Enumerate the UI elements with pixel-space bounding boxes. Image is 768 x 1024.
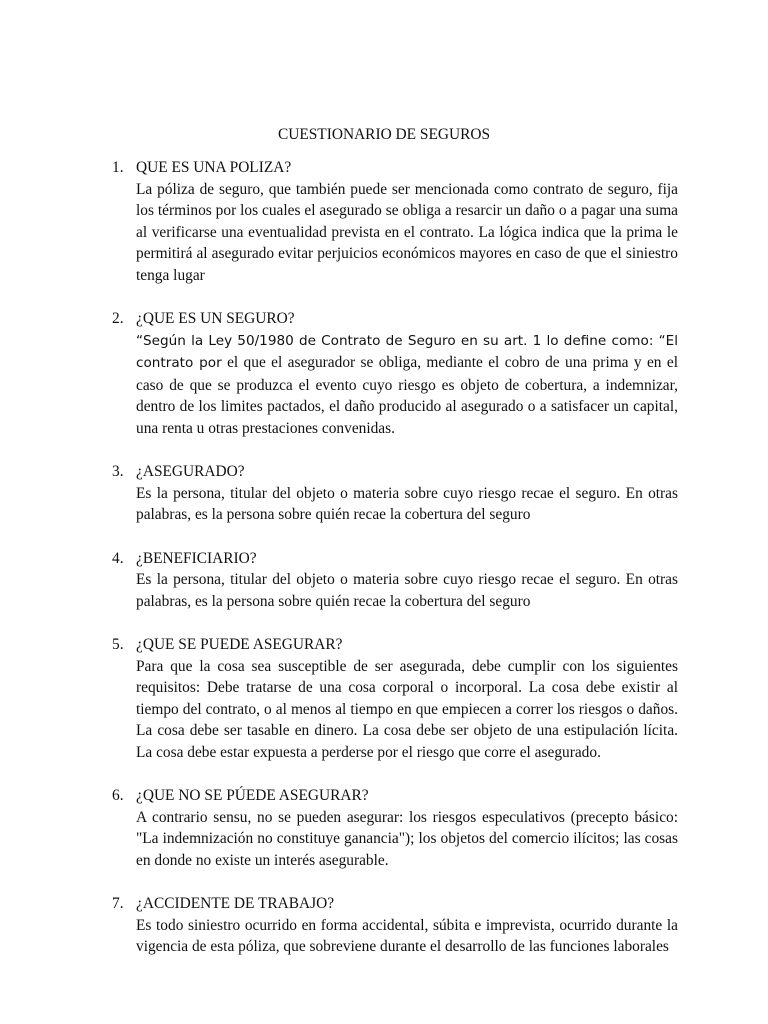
answer-text: Es la persona, titular del objeto o materia sobre cuyo riesgo recae el seguro. En otras palabras, es la persona sobre quién recae la cobertura del seguro: [136, 484, 678, 523]
question-number: 2.: [112, 310, 124, 327]
question-number: 5.: [112, 636, 124, 653]
question-item-3: [112, 461, 678, 526]
answer-text: A contrario sensu, no se pueden asegurar: los riesgos especulativos (precepto básico: "La indemnización no constituye ganancia"); los objetos del comercio ilícitos; las cosas en donde no existe un interés asegurable.: [136, 808, 678, 869]
question-number: 7.: [112, 895, 124, 912]
answer-text: [136, 330, 678, 440]
answer-text: Es la persona, titular del objeto o materia sobre cuyo riesgo recae el seguro. En otras palabras, es la persona sobre quién recae la cobertura del seguro: [136, 571, 678, 610]
answer-text: Para que la cosa sea susceptible de ser asegurada, debe cumplir con los siguientes requisitos: Debe tratarse de una cosa corporal o incorporal. La cosa debe existir al tiempo del contrato, o al menos al tiempo en que empiecen a correr los riesgos o daños. La cosa debe ser tasable en dinero. La cosa debe ser objeto de una estipulación lícita. La cosa debe estar expuesta a perderse por el riesgo que corre el asegurado.: [136, 657, 678, 761]
answer-text: La póliza de seguro, que también puede ser mencionada como contrato de seguro, fija los términos por los cuales el asegurado se obliga a resarcir un daño o a pagar una suma al verificarse una eventualidad prevista en el contrato. La lógica indica que la prima le permitirá al asegurado evitar perjuicios económicos mayores en caso de que el siniestro tenga lugar: [136, 180, 678, 284]
answer-lead-text: “Según la Ley 50/1980 de Contrato de Seguro en su art. 1 lo define como: “El contrato por: [136, 332, 678, 371]
question-text: ¿ACCIDENTE DE TRABAJO?: [136, 895, 335, 912]
answer-text: Es todo siniestro ocurrido en forma accidental, súbita e imprevista, ocurrido durante la vigencia de esta póliza, que sobreviene durante el desarrollo de las funciones laborales: [136, 916, 678, 955]
question-list: [112, 157, 678, 980]
question-text: ¿QUE ES UN SEGURO?: [136, 310, 295, 327]
document-title: CUESTIONARIO DE SEGUROS: [277, 126, 491, 143]
question-text: QUE ES UNA POLIZA?: [136, 159, 292, 176]
question-item-1: [112, 157, 678, 286]
question-text: ¿QUE SE PUEDE ASEGURAR?: [136, 636, 343, 653]
question-number: 4.: [112, 549, 124, 567]
question-item-4: [112, 548, 678, 613]
question-text: ¿QUE NO SE PÚEDE ASEGURAR?: [136, 787, 369, 804]
question-item-7: [112, 893, 678, 958]
question-number: 6.: [112, 787, 124, 804]
question-item-6: [112, 785, 678, 871]
answer-rest-text: el que el asegurador se obliga, mediante el cobro de una prima y en el caso de que se produzca el evento cuyo riesgo es objeto de cobertura, a indemnizar, dentro de los limites pactados, el daño producido al asegurado o a satisfacer un capital, una renta u otras prestaciones convenidas.: [136, 354, 678, 437]
question-number: 3.: [112, 463, 124, 480]
question-text: ¿BENEFICIARIO?: [136, 549, 257, 567]
question-text: ¿ASEGURADO?: [136, 463, 245, 480]
question-item-5: [112, 634, 678, 763]
question-number: 1.: [112, 159, 124, 176]
question-item-2: [112, 308, 678, 439]
